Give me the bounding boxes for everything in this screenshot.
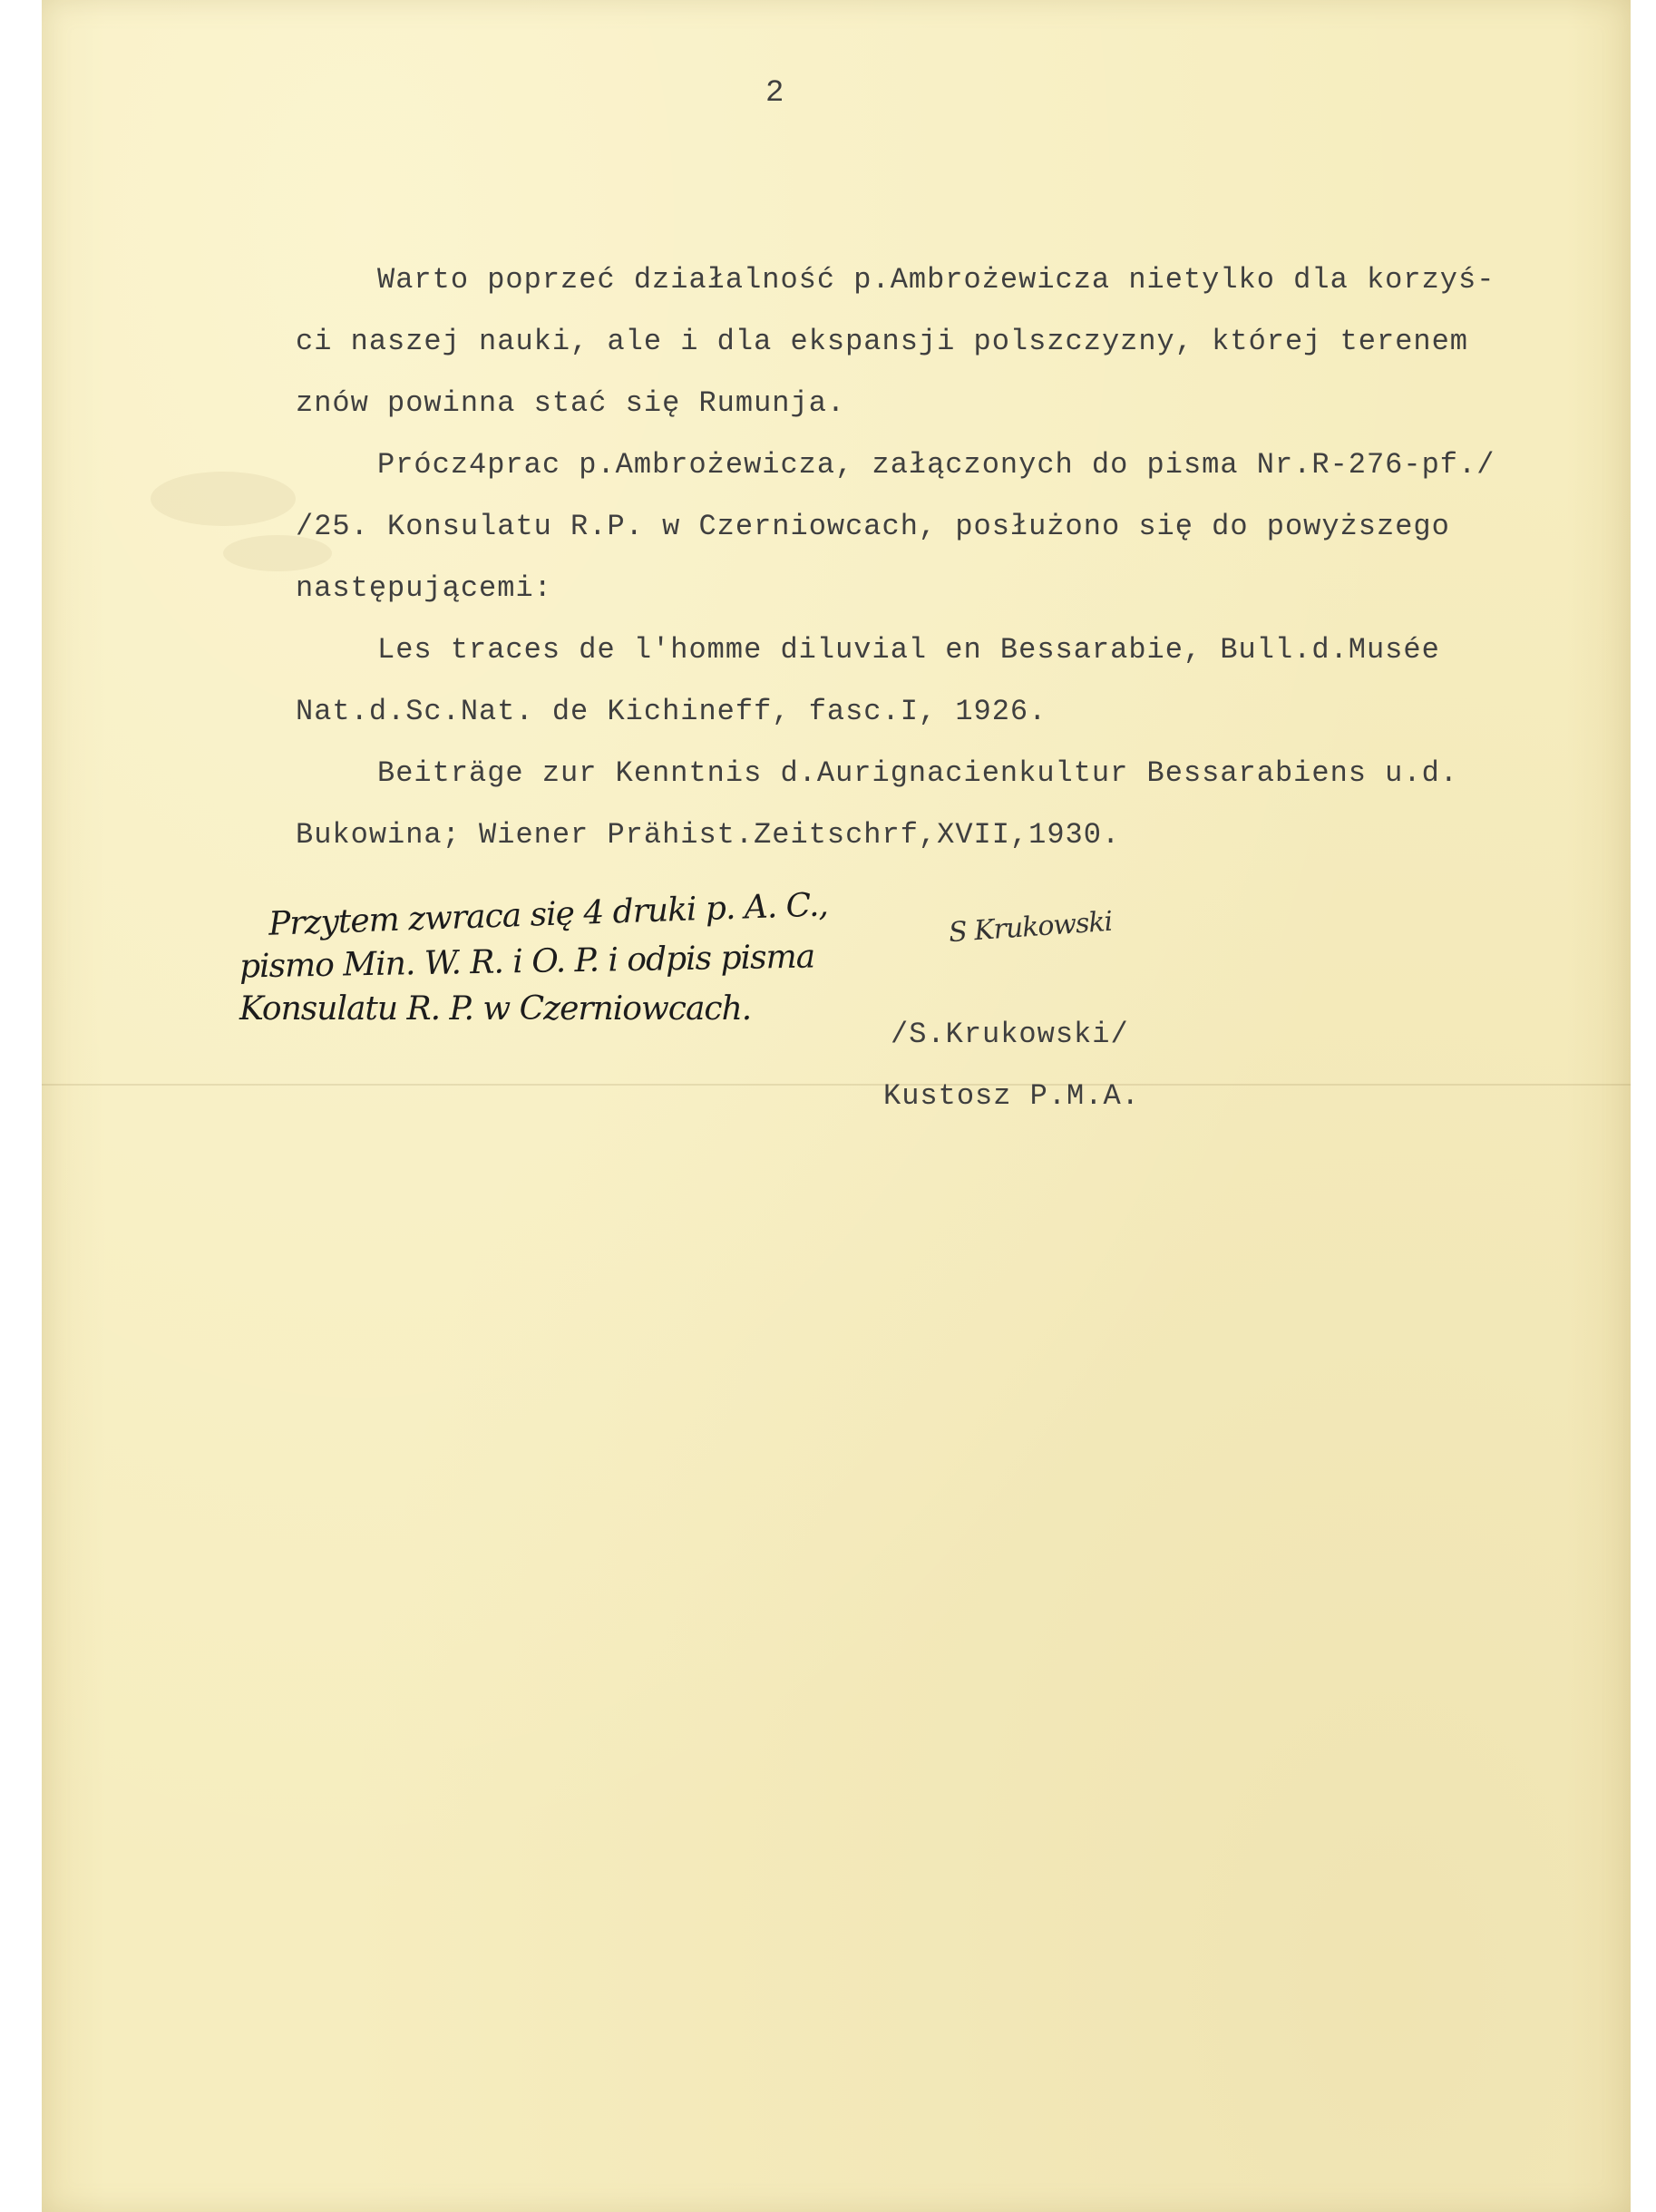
body-line: Nat.d.Sc.Nat. de Kichineff, fasc.I, 1926.	[296, 695, 1047, 728]
body-line: ci naszej nauki, ale i dla ekspansji polszczyzny, której terenem	[296, 325, 1468, 358]
handwritten-note-line: Przytem zwraca się 4 druki p. A. C.,	[268, 886, 829, 943]
page-number: 2	[765, 76, 785, 111]
paper-stain	[151, 472, 296, 526]
handwritten-note-line: pismo Min. W. R. i O. P. i odpis pisma	[239, 938, 815, 986]
body-line: Prócz4prac p.Ambrożewicza, załączonych do pisma Nr.R-276-pf./	[377, 448, 1495, 482]
paper-crease	[42, 1084, 1631, 1086]
body-line: /25. Konsulatu R.P. w Czerniowcach, posłużono się do powyższego	[296, 510, 1450, 543]
body-line: znów powinna stać się Rumunja.	[296, 386, 846, 420]
body-line: Warto poprzeć działalność p.Ambrożewicza nietylko dla korzyś-	[377, 263, 1495, 297]
handwritten-note-line: Konsulatu R. P. w Czerniowcach.	[239, 990, 752, 1028]
handwritten-signature: S Krukowski	[947, 905, 1114, 950]
signature-name: /S.Krukowski/	[891, 1018, 1129, 1051]
body-line: następującemi:	[296, 571, 552, 605]
signature-title: Kustosz P.M.A.	[883, 1079, 1140, 1113]
document-page	[42, 0, 1631, 2212]
body-line: Beiträge zur Kenntnis d.Aurignacienkultur Bessarabiens u.d.	[377, 756, 1458, 790]
body-line: Bukowina; Wiener Prähist.Zeitschrf,XVII,1930.	[296, 818, 1121, 852]
body-line: Les traces de l'homme diluvial en Bessarabie, Bull.d.Musée	[377, 633, 1440, 667]
